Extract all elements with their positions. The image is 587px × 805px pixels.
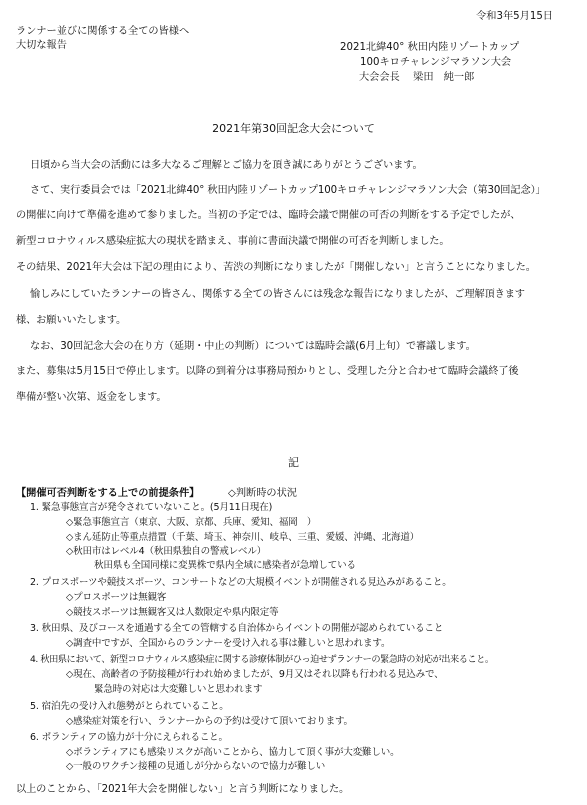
condition-item-6: 6. ボランティアの協力が十分にえられること。 [30,732,228,743]
section-header-note: ◇判断時の状況 [228,488,297,499]
section-header: 【開催可否判断をする上での前提条件】 [16,488,200,499]
document-title: 2021年第30回記念大会について [212,122,375,135]
condition-detail: 秋田県も全国同様に変異株で県内全域に感染者が急増している [94,560,356,571]
recipient-line: ランナー並びに関係する全ての皆様へ [16,26,190,37]
report-label: 大切な報告 [16,40,67,51]
body-line: なお、30回記念大会の在り方（延期・中止の判断）については臨時会議(6月上旬）で審議します。 [30,341,476,352]
body-line: さて、実行委員会では「2021北緯40° 秋田内陸リゾートカップ100キロチャレンジマラソン大会（第30回記念）」 [30,185,546,196]
sender-president: 大会会長 梁田 純一郎 [359,72,475,83]
condition-item-3: 3. 秋田県、及びコースを通過する全ての管轄する自治体からイベントの開催が認められていること [30,623,444,634]
body-line: 様、お願いいたします。 [16,315,127,326]
body-line: その結果、2021年大会は下記の理由により、苦渋の判断になりましたが「開催しない」と言うことになりました。 [16,262,536,273]
condition-detail: ◇緊急事態宣言（東京、大阪、京都、兵庫、愛知、福岡 ） [66,517,317,528]
condition-item-5: 5. 宿泊先の受け入れ態勢がとられていること。 [30,701,229,712]
condition-item-4: 4. 秋田県において、新型コロナウィルス感染症に関する診療体制がひっ迫せずランナーの緊急時の対応が出来ること。 [30,654,494,665]
sender-event-subname: 100キロチャレンジマラソン大会 [360,57,512,68]
condition-item-1: 1. 緊急事態宣言が発令されていないこと。(5月11日現在) [30,502,273,513]
condition-detail: ◇プロスポーツは無観客 [66,592,167,603]
body-line: 新型コロナウィルス感染症拡大の現状を踏まえ、事前に書面決議で開催の可否を判断しました。 [16,236,450,247]
condition-detail: ◇現在、高齢者の予防接種が行われ始めましたが、9月又はそれ以降も行われる見込みで、 [66,669,444,680]
condition-detail: ◇秋田市はレベル4（秋田県独自の警戒レベル） [66,546,267,557]
condition-detail: ◇一般のワクチン接種の見通しが分からないので協力が難しい [66,761,326,772]
ki-mark: 記 [288,456,299,469]
body-line: 日頃から当大会の活動には多大なるご理解とご協力を頂き誠にありがとうございます。 [30,160,423,171]
condition-detail: ◇ボランティアにも感染リスクが高いことから、協力して頂く事が大変難しい。 [66,747,400,758]
body-line: の開催に向けて準備を進めて参りました。当初の予定では、臨時会議で開催の可否の判断をする予定でしたが、 [16,210,521,221]
body-line: 愉しみにしていたランナーの皆さん、関係する全ての皆さんには残念な報告になりましたが、ご理解頂きます [30,289,525,300]
conclusion-line: 以上のことから、「2021年大会を開催しない」と言う判断になりました。 [16,784,350,795]
condition-item-2: 2. プロスポーツや競技スポーツ、コンサートなどの大規模イベントが開催される見込みがあること。 [30,577,452,588]
body-line: また、募集は5月15日で停止します。以降の到着分は事務局預かりとし、受理した分と合わせて臨時会議終了後 [16,366,519,377]
condition-detail: 緊急時の対応は大変難しいと思われます [94,684,263,695]
condition-detail: ◇まん延防止等重点措置（千葉、埼玉、神奈川、岐阜、三重、愛媛、沖縄、北海道） [66,532,420,543]
condition-detail: ◇調査中ですが、全国からのランナーを受け入れる事は難しいと思われます。 [66,638,391,649]
body-line: 準備が整い次第、返金をします。 [16,392,167,403]
document-date: 令和3年5月15日 [476,11,553,22]
condition-detail: ◇競技スポーツは無観客又は人数限定や県内限定等 [66,607,279,618]
condition-detail: ◇感染症対策を行い、ランナーからの予約は受けて頂いております。 [66,716,353,727]
sender-event-name: 2021北緯40° 秋田内陸リゾートカップ [340,42,520,53]
